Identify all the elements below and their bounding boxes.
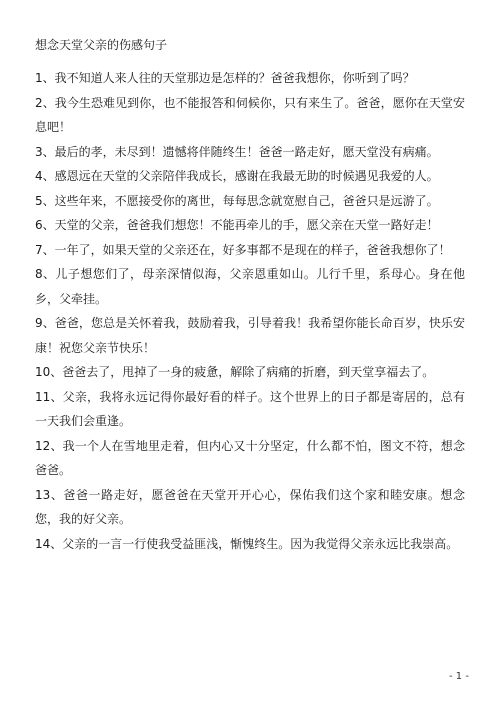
- paragraph: 2、我今生恐难见到你，也不能报答和伺候你，只有来生了。爸爸，愿你在天堂安息吧！: [35, 95, 465, 134]
- paragraph: 5、这些年来，不愿接受你的离世，每每思念就宽慰自己，爸爸只是远游了。: [35, 193, 439, 208]
- paragraph: 6、天堂的父亲，爸爸我们想您！不能再牵儿的手，愿父亲在天堂一路好走！: [35, 218, 439, 232]
- paragraph: 12、我一个人在雪地里走着，但内心又十分坚定，什么都不怕，图文不符，想念爸爸。: [35, 438, 465, 477]
- page-number: - 1 -: [449, 671, 469, 682]
- paragraph: 8、儿子想您们了，母亲深情似海，父亲恩重如山。儿行千里，系母心。身在他乡，父牵挂。: [35, 267, 465, 306]
- document-title: 想念天堂父亲的伤感句子: [35, 38, 168, 52]
- paragraph: 9、爸爸，您总是关怀着我，鼓励着我，引导着我！我希望你能长命百岁，快乐安康！祝您父亲节快乐！: [35, 316, 465, 355]
- paragraph: 10、爸爸去了，甩掉了一身的疲惫，解除了病痛的折磨，到天堂享福去了。: [35, 365, 435, 379]
- paragraph: 14、父亲的一言一行使我受益匪浅，惭愧终生。因为我觉得父亲永远比我崇高。: [35, 536, 459, 551]
- paragraph: 4、感恩远在天堂的父亲陪伴我成长，感谢在我最无助的时候遇见我爱的人。: [35, 169, 439, 183]
- document-body: [35, 66, 465, 556]
- paragraph: 11、父亲，我将永远记得你最好看的样子。这个世界上的日子都是寄居的，总有一天我们会重逢。: [35, 389, 465, 428]
- paragraph: 3、最后的孝，未尽到！遗憾将伴随终生！爸爸一路走好，愿天堂没有病痛。: [35, 144, 439, 159]
- paragraph: 7、一年了，如果天堂的父亲还在，好多事都不是现在的样子，爸爸我想你了！: [35, 242, 451, 257]
- paragraph: 1、我不知道人来人往的天堂那边是怎样的？爸爸我想你，你听到了吗？: [35, 71, 415, 85]
- paragraph: 13、爸爸一路走好，愿爸爸在天堂开开心心，保佑我们这个家和睦安康。想念您，我的好父亲。: [35, 487, 465, 526]
